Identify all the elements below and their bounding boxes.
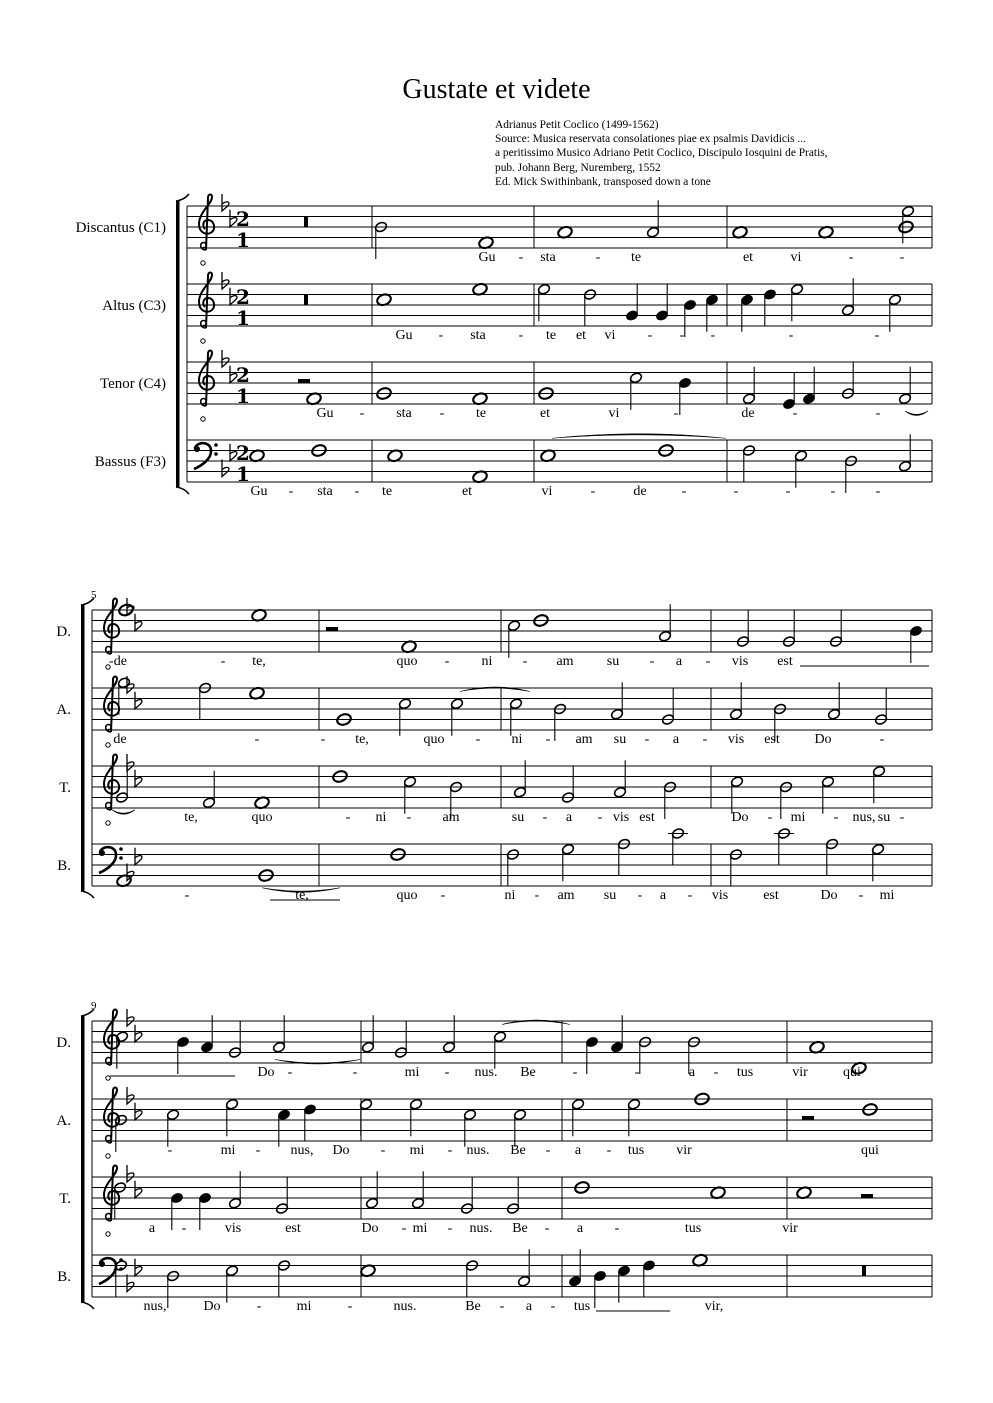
flat-icon [135, 1025, 142, 1042]
part-abbr: B. [57, 1269, 71, 1285]
lyric-syllable: nus. [474, 1065, 498, 1080]
flat-icon [127, 1009, 134, 1026]
lyric-hyphen: - [352, 1065, 358, 1080]
lyric-syllable: su [511, 810, 525, 825]
time-sig-bottom: 1 [236, 306, 250, 330]
lyric-syllable: ni [375, 810, 387, 825]
lyric-syllable: Gu [478, 250, 496, 265]
lyric-syllable: tus [736, 1065, 754, 1080]
lyric-hyphen: - [899, 250, 905, 265]
time-sig-top: 2 [236, 441, 250, 465]
lyric-syllable: tus [573, 1299, 591, 1314]
lyric-syllable: su [603, 888, 617, 903]
lyric-hyphen: - [345, 810, 351, 825]
lyric-hyphen: - [702, 732, 708, 747]
lyric-syllable: mi [409, 1143, 425, 1158]
lyric-hyphen: - [597, 810, 603, 825]
lyric-syllable: nus. [393, 1299, 417, 1314]
lyric-syllable: a [525, 1299, 533, 1314]
credit-source: Source: Musica reservata consolationes piae ex psalmis Davidicis ... [495, 133, 806, 146]
lyric-syllable: qui [843, 1065, 861, 1080]
lyric-syllable: Do [361, 1221, 379, 1236]
lyric-hyphen: - [788, 328, 794, 343]
lyric-syllable: Do [814, 732, 832, 747]
treble-clef-icon [199, 272, 214, 328]
lyric-syllable: -de [109, 654, 127, 669]
lyric-syllable: a [574, 1143, 582, 1158]
lyric-syllable: su [877, 810, 891, 825]
lyric-syllable: quo [423, 732, 445, 747]
lyric-hyphen: - [687, 888, 693, 903]
flat-icon [222, 194, 229, 211]
lyric-hyphen: - [220, 654, 226, 669]
lyric-hyphen: - [167, 1143, 173, 1158]
flat-icon [135, 848, 142, 865]
lyric-hyphen: - [595, 250, 601, 265]
time-sig-top: 2 [236, 207, 250, 231]
lyric-syllable: am [556, 654, 574, 669]
lyric-hyphen: - [572, 1065, 578, 1080]
lyric-hyphen: - [634, 1065, 640, 1080]
credit-composer: Adrianus Petit Coclico (1499-1562) [495, 119, 659, 131]
lyric-hyphen: - [673, 406, 679, 421]
lyric-syllable: su [613, 732, 627, 747]
lyric-hyphen: - [380, 1143, 386, 1158]
rest-minim-rest [298, 379, 310, 383]
lyric-hyphen: - [637, 888, 643, 903]
measure-number: 5 [91, 589, 97, 601]
lyric-syllable: Gu [250, 484, 268, 499]
lyric-syllable: a [576, 1221, 584, 1236]
lyric-hyphen: - [875, 484, 881, 499]
lyric-syllable: sta [396, 406, 412, 421]
lyric-syllable: vi [608, 406, 620, 421]
lyric-hyphen: - [785, 484, 791, 499]
lyric-hyphen: - [320, 732, 326, 747]
rest-minim-rest [861, 1194, 873, 1198]
measure-number: 9 [91, 1000, 97, 1012]
lyric-syllable: te, [355, 732, 369, 747]
treble-clef-icon [199, 194, 214, 250]
system-bracket [176, 201, 180, 487]
lyric-syllable: te, [252, 654, 266, 669]
lyric-syllable: est [777, 654, 793, 669]
lyric-hyphen: - [879, 732, 885, 747]
lyric-syllable: a [148, 1221, 156, 1236]
lyric-syllable: te, [184, 810, 198, 825]
flat-icon [127, 754, 134, 771]
lyric-hyphen: - [438, 328, 444, 343]
lyric-hyphen: - [518, 250, 524, 265]
lyric-hyphen: - [359, 406, 365, 421]
part-abbr: A. [56, 1113, 71, 1129]
lyric-syllable: Do [203, 1299, 221, 1314]
lyric-hyphen: - [184, 888, 190, 903]
lyric-hyphen: - [830, 484, 836, 499]
lyric-syllable: Gu [316, 406, 334, 421]
lyric-hyphen: - [875, 406, 881, 421]
lyric-syllable: sta [470, 328, 486, 343]
treble-clef-icon [104, 1087, 119, 1143]
part-abbr: A. [56, 702, 71, 718]
system-bracket-bottom [176, 487, 189, 494]
lyric-syllable: est [763, 888, 779, 903]
lyric-hyphen: - [522, 654, 528, 669]
flat-icon [222, 350, 229, 367]
lyric-hyphen: - [792, 406, 798, 421]
lyric-syllable: te [630, 250, 642, 265]
lyric-syllable: nus. [469, 1221, 493, 1236]
lyric-syllable: mi [296, 1299, 312, 1314]
lyric-hyphen: - [181, 1221, 187, 1236]
credit-editor: Ed. Mick Swithinbank, transposed down a tone [495, 175, 711, 188]
treble-clef-icon [199, 350, 214, 406]
note-tie [905, 411, 928, 416]
lyric-syllable: a [659, 888, 667, 903]
flat-icon [127, 1275, 134, 1292]
lyric-syllable: te [545, 328, 557, 343]
lyric-syllable: vi [604, 328, 616, 343]
time-sig-bottom: 1 [236, 462, 250, 486]
part-name: Bassus (F3) [94, 454, 166, 470]
credit-source-cont: a peritissimo Musico Adriano Petit Coclico, Discipulo Iosquini de Pratis, [495, 147, 828, 160]
part-name: Altus (C3) [102, 298, 166, 314]
lyric-hyphen: - [545, 732, 551, 747]
lyric-syllable: Be [465, 1299, 481, 1314]
lyric-syllable: vis [224, 1221, 242, 1236]
system-bracket [81, 1016, 85, 1302]
lyric-hyphen: - [475, 732, 481, 747]
lyric-syllable: Do [332, 1143, 350, 1158]
part-abbr: D. [56, 624, 71, 640]
treble-clef-icon [104, 754, 119, 810]
lyric-syllable: et [461, 484, 473, 499]
lyric-syllable: vis [612, 810, 630, 825]
treble-clef-icon [104, 676, 119, 732]
lyric-hyphen: - [649, 654, 655, 669]
lyric-syllable: de [633, 484, 647, 499]
lyric-hyphen: - [606, 1143, 612, 1158]
lyric-syllable: sta [317, 484, 333, 499]
lyric-hyphen: - [347, 1299, 353, 1314]
lyric-hyphen: - [354, 484, 360, 499]
lyric-hyphen: - [542, 810, 548, 825]
lyric-syllable: am [442, 810, 460, 825]
lyric-hyphen: - [545, 1143, 551, 1158]
flat-icon [135, 1259, 142, 1276]
octave-marker-icon [106, 743, 110, 747]
lyric-hyphen: - [401, 1221, 407, 1236]
octave-marker-icon [106, 1232, 110, 1236]
rest-breve-rest [304, 295, 308, 306]
lyric-syllable: ni [481, 654, 493, 669]
lyric-hyphen: - [874, 328, 880, 343]
flat-icon [135, 770, 142, 787]
lyric-syllable: vi [541, 484, 553, 499]
lyric-syllable: Be [512, 1221, 528, 1236]
lyric-hyphen: - [447, 1143, 453, 1158]
lyric-syllable: mi [404, 1065, 420, 1080]
rest-minim-rest [802, 1116, 814, 1120]
lyric-hyphen: - [733, 484, 739, 499]
lyric-hyphen: - [681, 484, 687, 499]
part-name: Discantus (C1) [75, 220, 166, 236]
credit-publisher: pub. Johann Berg, Nuremberg, 1552 [495, 161, 661, 174]
piece-title: Gustate et videte [402, 74, 591, 105]
note-tie [552, 434, 726, 439]
lyric-syllable: quo [396, 654, 418, 669]
lyric-syllable: vis [711, 888, 729, 903]
lyric-syllable: mi [412, 1221, 428, 1236]
lyric-syllable: te [475, 406, 487, 421]
lyric-syllable: mi [220, 1143, 236, 1158]
lyric-hyphen: - [444, 654, 450, 669]
treble-clef-icon [104, 1165, 119, 1221]
lyric-syllable: su [606, 654, 620, 669]
flat-icon [135, 614, 142, 631]
treble-clef-icon [104, 598, 119, 654]
lyric-syllable: mi [879, 888, 895, 903]
part-abbr: T. [59, 1191, 71, 1207]
bass-clef-icon [194, 443, 218, 469]
time-sig-top: 2 [236, 285, 250, 309]
bass-clef-icon [99, 847, 123, 873]
lyric-syllable: et [575, 328, 587, 343]
lyric-hyphen: - [444, 1065, 450, 1080]
system-bracket [81, 605, 85, 891]
lyric-syllable: sta [540, 250, 556, 265]
lyric-syllable: a [672, 732, 680, 747]
lyric-hyphen: - [644, 732, 650, 747]
lyric-syllable: nus. [466, 1143, 490, 1158]
lyric-syllable: a [675, 654, 683, 669]
rest-minim-rest [326, 627, 338, 631]
lyric-hyphen: - [447, 1221, 453, 1236]
lyric-syllable: te [381, 484, 393, 499]
lyric-syllable: de [741, 406, 755, 421]
octave-marker-icon [106, 821, 110, 825]
lyric-hyphen: - [858, 888, 864, 903]
part-abbr: T. [59, 780, 71, 796]
lyric-syllable: ni [504, 888, 516, 903]
note-tie [112, 810, 135, 815]
lyric-syllable: tus [627, 1143, 645, 1158]
time-sig-bottom: 1 [236, 228, 250, 252]
lyric-syllable: qui [861, 1143, 879, 1158]
lyric-hyphen: - [499, 1299, 505, 1314]
lyric-syllable: am [575, 732, 593, 747]
lyric-hyphen: - [406, 810, 412, 825]
lyric-syllable: de [113, 732, 127, 747]
system-bracket-bottom [81, 891, 94, 898]
lyric-hyphen: - [705, 654, 711, 669]
lyric-hyphen: - [255, 1143, 261, 1158]
lyric-syllable: quo [396, 888, 418, 903]
lyric-syllable: Gu [395, 328, 413, 343]
lyric-syllable: nus, [852, 810, 876, 825]
lyric-syllable: vis [731, 654, 749, 669]
time-sig-top: 2 [236, 363, 250, 387]
lyric-hyphen: - [590, 484, 596, 499]
lyric-hyphen: - [767, 810, 773, 825]
lyric-hyphen: - [544, 1221, 550, 1236]
lyric-syllable: am [557, 888, 575, 903]
lyric-syllable: mi [790, 810, 806, 825]
flat-icon [127, 1165, 134, 1182]
time-sig-bottom: 1 [236, 384, 250, 408]
part-name: Tenor (C4) [99, 376, 166, 392]
octave-marker-icon [106, 1154, 110, 1158]
lyric-syllable: est [764, 732, 780, 747]
lyric-syllable: vir [782, 1221, 798, 1236]
lyric-syllable: vir [792, 1065, 808, 1080]
lyric-syllable: ni [511, 732, 523, 747]
lyric-hyphen: - [287, 1065, 293, 1080]
octave-marker-icon [201, 261, 205, 265]
lyric-hyphen: - [713, 1065, 719, 1080]
lyric-syllable: Do [731, 810, 749, 825]
rest-breve-rest [304, 217, 308, 228]
octave-marker-icon [106, 1076, 110, 1080]
flat-icon [222, 460, 229, 477]
lyric-syllable: te, [295, 888, 309, 903]
lyric-syllable: Be [510, 1143, 526, 1158]
octave-marker-icon [201, 417, 205, 421]
octave-marker-icon [201, 339, 205, 343]
part-abbr: D. [56, 1035, 71, 1051]
flat-icon [135, 692, 142, 709]
lyric-hyphen: - [256, 1299, 262, 1314]
lyric-hyphen: - [679, 328, 685, 343]
lyric-syllable: vis [727, 732, 745, 747]
lyric-hyphen: - [833, 810, 839, 825]
lyric-syllable: tus [684, 1221, 702, 1236]
lyric-syllable: et [742, 250, 754, 265]
lyric-syllable: a [688, 1065, 696, 1080]
lyric-hyphen: - [288, 484, 294, 499]
flat-icon [135, 1181, 142, 1198]
system-bracket-bottom [81, 1302, 94, 1309]
lyric-syllable: quo [251, 810, 273, 825]
lyric-hyphen: - [710, 328, 716, 343]
lyric-hyphen: - [848, 250, 854, 265]
lyric-hyphen: - [439, 406, 445, 421]
lyric-hyphen: - [518, 328, 524, 343]
lyric-syllable: Be [520, 1065, 536, 1080]
lyric-syllable: Do [257, 1065, 275, 1080]
lyric-syllable: Do [820, 888, 838, 903]
lyric-hyphen: - [614, 1221, 620, 1236]
lyric-hyphen: - [899, 810, 905, 825]
lyric-hyphen: - [534, 888, 540, 903]
lyric-syllable: nus, [143, 1299, 167, 1314]
lyric-syllable: vi [790, 250, 802, 265]
flat-icon [222, 272, 229, 289]
lyric-hyphen: - [647, 328, 653, 343]
lyric-syllable: vir, [704, 1299, 724, 1314]
lyric-hyphen: - [550, 1299, 556, 1314]
lyric-hyphen: - [254, 732, 260, 747]
system-bracket-top [176, 194, 189, 201]
part-abbr: B. [57, 858, 71, 874]
lyric-syllable: nus, [290, 1143, 314, 1158]
lyric-syllable: est [285, 1221, 301, 1236]
lyric-syllable: vir [676, 1143, 692, 1158]
rest-breve-rest [862, 1266, 866, 1277]
lyric-syllable: a [565, 810, 573, 825]
lyric-syllable: et [539, 406, 551, 421]
flat-icon [135, 1103, 142, 1120]
lyric-syllable: est [639, 810, 655, 825]
lyric-hyphen: - [440, 888, 446, 903]
flat-icon [127, 1087, 134, 1104]
